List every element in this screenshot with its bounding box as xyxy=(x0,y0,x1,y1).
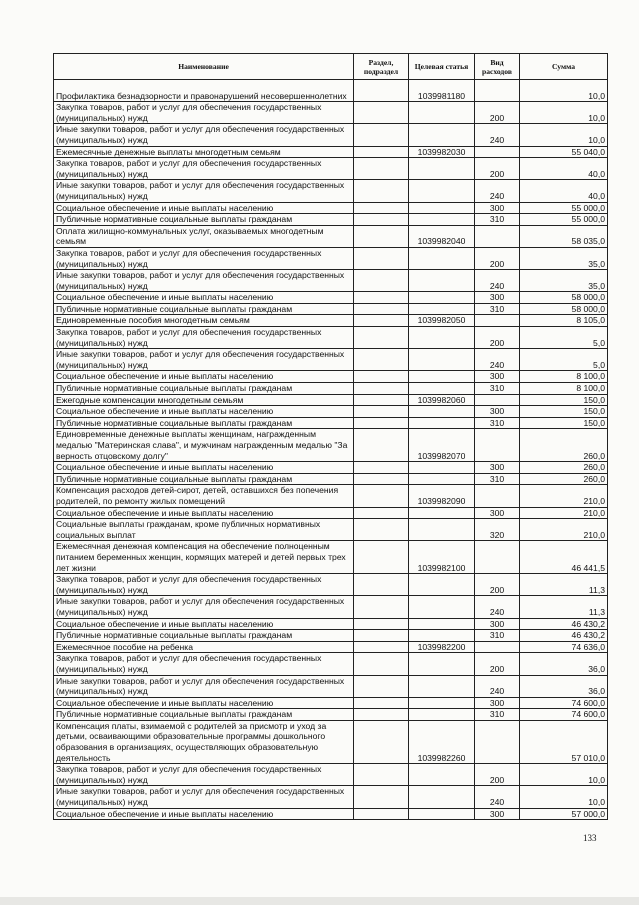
row-name-cell: Иные закупки товаров, работ и услуг для обеспечения государственных (муниципальных) нужд xyxy=(54,349,354,371)
row-expense-type-cell: 240 xyxy=(475,675,520,697)
row-expense-type-cell: 300 xyxy=(475,292,520,304)
table-row xyxy=(54,618,608,630)
row-amount-cell: 10,0 xyxy=(520,786,608,808)
row-target-cell xyxy=(409,507,475,519)
row-expense-type-cell: 310 xyxy=(475,303,520,315)
row-target-cell xyxy=(409,697,475,709)
row-amount-cell: 55 000,0 xyxy=(520,202,608,214)
row-expense-type-cell: 200 xyxy=(475,764,520,786)
header-section: Раздел, подраздел xyxy=(354,54,409,80)
table-row xyxy=(54,406,608,418)
row-amount-cell: 260,0 xyxy=(520,429,608,462)
row-section-cell xyxy=(354,630,409,642)
row-expense-type-cell: 200 xyxy=(475,574,520,596)
row-name-cell: Ежемесячное пособие на ребенка xyxy=(54,641,354,653)
row-amount-cell: 57 000,0 xyxy=(520,808,608,820)
row-name-cell: Ежемесячные денежные выплаты многодетным семьям xyxy=(54,146,354,158)
row-target-cell: 1039982040 xyxy=(409,225,475,247)
row-amount-cell: 46 430,2 xyxy=(520,618,608,630)
row-section-cell xyxy=(354,327,409,349)
row-expense-type-cell: 310 xyxy=(475,214,520,226)
row-target-cell xyxy=(409,473,475,485)
table-row xyxy=(54,394,608,406)
row-expense-type-cell xyxy=(475,225,520,247)
row-name-cell: Публичные нормативные социальные выплаты гражданам xyxy=(54,303,354,315)
row-target-cell: 1039981180 xyxy=(409,80,475,102)
row-section-cell xyxy=(354,303,409,315)
row-section-cell xyxy=(354,462,409,474)
row-expense-type-cell xyxy=(475,485,520,507)
table-row xyxy=(54,303,608,315)
row-section-cell xyxy=(354,808,409,820)
row-expense-type-cell: 310 xyxy=(475,630,520,642)
table-row xyxy=(54,180,608,202)
row-target-cell xyxy=(409,709,475,721)
row-target-cell: 1039982060 xyxy=(409,394,475,406)
table-row xyxy=(54,429,608,462)
row-amount-cell: 8 105,0 xyxy=(520,315,608,327)
table-row xyxy=(54,80,608,102)
row-section-cell xyxy=(354,574,409,596)
row-amount-cell: 210,0 xyxy=(520,519,608,541)
table-row xyxy=(54,462,608,474)
row-amount-cell: 36,0 xyxy=(520,653,608,675)
row-expense-type-cell xyxy=(475,394,520,406)
row-expense-type-cell xyxy=(475,641,520,653)
row-section-cell xyxy=(354,675,409,697)
row-amount-cell: 260,0 xyxy=(520,473,608,485)
table-row xyxy=(54,214,608,226)
row-expense-type-cell: 200 xyxy=(475,327,520,349)
row-name-cell: Закупка товаров, работ и услуг для обеспечения государственных (муниципальных) нужд xyxy=(54,158,354,180)
row-target-cell xyxy=(409,574,475,596)
row-amount-cell: 46 441,5 xyxy=(520,541,608,574)
table-row xyxy=(54,349,608,371)
row-section-cell xyxy=(354,349,409,371)
table-row xyxy=(54,709,608,721)
row-target-cell xyxy=(409,596,475,618)
row-target-cell: 1039982090 xyxy=(409,485,475,507)
row-expense-type-cell: 300 xyxy=(475,618,520,630)
row-section-cell xyxy=(354,485,409,507)
row-name-cell: Ежегодные компенсации многодетным семьям xyxy=(54,394,354,406)
row-expense-type-cell: 300 xyxy=(475,507,520,519)
row-section-cell xyxy=(354,202,409,214)
row-expense-type-cell xyxy=(475,80,520,102)
row-target-cell xyxy=(409,327,475,349)
row-target-cell xyxy=(409,618,475,630)
row-section-cell xyxy=(354,371,409,383)
row-section-cell xyxy=(354,292,409,304)
row-expense-type-cell: 310 xyxy=(475,383,520,395)
row-section-cell xyxy=(354,80,409,102)
table-row xyxy=(54,473,608,485)
row-amount-cell: 260,0 xyxy=(520,462,608,474)
row-section-cell xyxy=(354,519,409,541)
row-amount-cell: 8 100,0 xyxy=(520,371,608,383)
row-name-cell: Иные закупки товаров, работ и услуг для обеспечения государственных (муниципальных) нужд xyxy=(54,180,354,202)
row-expense-type-cell: 240 xyxy=(475,180,520,202)
row-expense-type-cell: 310 xyxy=(475,709,520,721)
row-target-cell xyxy=(409,158,475,180)
table-row xyxy=(54,675,608,697)
row-target-cell xyxy=(409,675,475,697)
row-amount-cell: 10,0 xyxy=(520,80,608,102)
row-target-cell xyxy=(409,406,475,418)
row-expense-type-cell: 200 xyxy=(475,102,520,124)
row-name-cell: Социальное обеспечение и иные выплаты населению xyxy=(54,292,354,304)
row-name-cell: Публичные нормативные социальные выплаты гражданам xyxy=(54,709,354,721)
row-target-cell xyxy=(409,247,475,269)
row-section-cell xyxy=(354,383,409,395)
table-row xyxy=(54,507,608,519)
row-amount-cell: 150,0 xyxy=(520,394,608,406)
row-name-cell: Публичные нормативные социальные выплаты гражданам xyxy=(54,630,354,642)
row-name-cell: Социальное обеспечение и иные выплаты населению xyxy=(54,462,354,474)
row-target-cell xyxy=(409,303,475,315)
row-name-cell: Закупка товаров, работ и услуг для обеспечения государственных (муниципальных) нужд xyxy=(54,247,354,269)
table-row xyxy=(54,574,608,596)
table-row xyxy=(54,124,608,146)
row-section-cell xyxy=(354,720,409,763)
row-name-cell: Иные закупки товаров, работ и услуг для обеспечения государственных (муниципальных) нужд xyxy=(54,596,354,618)
table-row xyxy=(54,225,608,247)
row-target-cell: 1039982070 xyxy=(409,429,475,462)
row-name-cell: Компенсация расходов детей-сирот, детей, оставшихся без попечения родителей, по ремонту жилых помещений xyxy=(54,485,354,507)
row-name-cell: Публичные нормативные социальные выплаты гражданам xyxy=(54,473,354,485)
row-section-cell xyxy=(354,158,409,180)
row-name-cell: Единовременные пособия многодетным семьям xyxy=(54,315,354,327)
row-section-cell xyxy=(354,697,409,709)
row-expense-type-cell xyxy=(475,720,520,763)
row-expense-type-cell: 240 xyxy=(475,270,520,292)
row-expense-type-cell: 200 xyxy=(475,158,520,180)
header-amount: Сумма xyxy=(520,54,608,80)
page-number: 133 xyxy=(583,833,597,843)
row-target-cell xyxy=(409,180,475,202)
row-section-cell xyxy=(354,764,409,786)
row-expense-type-cell: 200 xyxy=(475,653,520,675)
row-expense-type-cell: 300 xyxy=(475,406,520,418)
row-section-cell xyxy=(354,406,409,418)
row-section-cell xyxy=(354,180,409,202)
row-expense-type-cell: 240 xyxy=(475,596,520,618)
row-section-cell xyxy=(354,270,409,292)
row-expense-type-cell: 200 xyxy=(475,247,520,269)
table-row xyxy=(54,102,608,124)
row-section-cell xyxy=(354,786,409,808)
row-section-cell xyxy=(354,507,409,519)
row-name-cell: Иные закупки товаров, работ и услуг для обеспечения государственных (муниципальных) нужд xyxy=(54,124,354,146)
row-amount-cell: 210,0 xyxy=(520,485,608,507)
table-row xyxy=(54,292,608,304)
row-section-cell xyxy=(354,225,409,247)
row-section-cell xyxy=(354,214,409,226)
row-name-cell: Закупка товаров, работ и услуг для обеспечения государственных (муниципальных) нужд xyxy=(54,574,354,596)
row-amount-cell: 55 000,0 xyxy=(520,214,608,226)
row-name-cell: Социальное обеспечение и иные выплаты населению xyxy=(54,507,354,519)
row-amount-cell: 74 636,0 xyxy=(520,641,608,653)
row-name-cell: Публичные нормативные социальные выплаты гражданам xyxy=(54,383,354,395)
row-target-cell xyxy=(409,786,475,808)
row-target-cell xyxy=(409,270,475,292)
row-section-cell xyxy=(354,473,409,485)
row-target-cell: 1039982260 xyxy=(409,720,475,763)
row-target-cell xyxy=(409,519,475,541)
row-section-cell xyxy=(354,146,409,158)
row-expense-type-cell: 320 xyxy=(475,519,520,541)
row-target-cell xyxy=(409,102,475,124)
row-amount-cell: 5,0 xyxy=(520,327,608,349)
row-target-cell xyxy=(409,653,475,675)
row-section-cell xyxy=(354,102,409,124)
table-row xyxy=(54,270,608,292)
row-expense-type-cell xyxy=(475,315,520,327)
row-amount-cell: 74 600,0 xyxy=(520,709,608,721)
row-target-cell: 1039982100 xyxy=(409,541,475,574)
row-amount-cell: 10,0 xyxy=(520,124,608,146)
table-row xyxy=(54,417,608,429)
row-amount-cell: 55 040,0 xyxy=(520,146,608,158)
row-section-cell xyxy=(354,641,409,653)
row-target-cell xyxy=(409,124,475,146)
table-row xyxy=(54,653,608,675)
row-name-cell: Социальные выплаты гражданам, кроме публичных нормативных социальных выплат xyxy=(54,519,354,541)
header-expense-type: Вид расходов xyxy=(475,54,520,80)
row-expense-type-cell xyxy=(475,146,520,158)
row-target-cell xyxy=(409,202,475,214)
row-expense-type-cell: 240 xyxy=(475,124,520,146)
row-amount-cell: 74 600,0 xyxy=(520,697,608,709)
row-name-cell: Социальное обеспечение и иные выплаты населению xyxy=(54,406,354,418)
budget-table xyxy=(53,53,608,820)
row-amount-cell: 58 000,0 xyxy=(520,303,608,315)
row-section-cell xyxy=(354,541,409,574)
table-row xyxy=(54,485,608,507)
row-name-cell: Закупка товаров, работ и услуг для обеспечения государственных (муниципальных) нужд xyxy=(54,653,354,675)
table-row xyxy=(54,764,608,786)
table-row xyxy=(54,327,608,349)
row-target-cell: 1039982050 xyxy=(409,315,475,327)
row-amount-cell: 8 100,0 xyxy=(520,383,608,395)
row-amount-cell: 46 430,2 xyxy=(520,630,608,642)
row-name-cell: Оплата жилищно-коммунальных услуг, оказываемых многодетным семьям xyxy=(54,225,354,247)
row-name-cell: Компенсация платы, взимаемой с родителей за присмотр и уход за детьми, осваивающими образовательные программы дошкольного образования в организациях, осуществляющих образовательную деятельность xyxy=(54,720,354,763)
row-name-cell: Социальное обеспечение и иные выплаты населению xyxy=(54,618,354,630)
header-name: Наименование xyxy=(54,54,354,80)
row-expense-type-cell: 300 xyxy=(475,808,520,820)
row-section-cell xyxy=(354,618,409,630)
row-name-cell: Ежемесячная денежная компенсация на обеспечение полноценным питанием беременных женщин, кормящих матерей и детей первых трех лет жизни xyxy=(54,541,354,574)
row-name-cell: Закупка товаров, работ и услуг для обеспечения государственных (муниципальных) нужд xyxy=(54,327,354,349)
row-target-cell xyxy=(409,349,475,371)
table-body xyxy=(54,80,608,820)
row-name-cell: Профилактика безнадзорности и правонарушений несовершеннолетних xyxy=(54,80,354,102)
table-row xyxy=(54,146,608,158)
row-section-cell xyxy=(354,247,409,269)
row-expense-type-cell: 300 xyxy=(475,697,520,709)
row-expense-type-cell: 240 xyxy=(475,786,520,808)
row-name-cell: Публичные нормативные социальные выплаты гражданам xyxy=(54,417,354,429)
table-row xyxy=(54,158,608,180)
row-amount-cell: 210,0 xyxy=(520,507,608,519)
table-row xyxy=(54,371,608,383)
table-row xyxy=(54,697,608,709)
row-target-cell: 1039982200 xyxy=(409,641,475,653)
row-target-cell xyxy=(409,292,475,304)
row-section-cell xyxy=(354,653,409,675)
row-amount-cell: 10,0 xyxy=(520,764,608,786)
row-target-cell xyxy=(409,808,475,820)
row-amount-cell: 57 010,0 xyxy=(520,720,608,763)
row-name-cell: Социальное обеспечение и иные выплаты населению xyxy=(54,371,354,383)
header-row xyxy=(54,54,608,80)
row-name-cell: Иные закупки товаров, работ и услуг для обеспечения государственных (муниципальных) нужд xyxy=(54,270,354,292)
row-name-cell: Закупка товаров, работ и услуг для обеспечения государственных (муниципальных) нужд xyxy=(54,764,354,786)
row-expense-type-cell: 240 xyxy=(475,349,520,371)
row-section-cell xyxy=(354,315,409,327)
table-row xyxy=(54,786,608,808)
row-expense-type-cell: 310 xyxy=(475,417,520,429)
table-row xyxy=(54,596,608,618)
row-expense-type-cell xyxy=(475,429,520,462)
table-row xyxy=(54,808,608,820)
row-section-cell xyxy=(354,709,409,721)
row-section-cell xyxy=(354,596,409,618)
header-target: Целевая статья xyxy=(409,54,475,80)
row-expense-type-cell: 310 xyxy=(475,473,520,485)
table-row xyxy=(54,202,608,214)
row-target-cell xyxy=(409,462,475,474)
table-row xyxy=(54,541,608,574)
table-row xyxy=(54,519,608,541)
row-name-cell: Социальное обеспечение и иные выплаты населению xyxy=(54,808,354,820)
row-target-cell xyxy=(409,764,475,786)
table-row xyxy=(54,383,608,395)
row-name-cell: Социальное обеспечение и иные выплаты населению xyxy=(54,202,354,214)
row-section-cell xyxy=(354,429,409,462)
row-amount-cell: 40,0 xyxy=(520,158,608,180)
row-name-cell: Иные закупки товаров, работ и услуг для обеспечения государственных (муниципальных) нужд xyxy=(54,675,354,697)
row-expense-type-cell xyxy=(475,541,520,574)
row-amount-cell: 58 000,0 xyxy=(520,292,608,304)
row-name-cell: Единовременные денежные выплаты женщинам, награжденным медалью "Материнская слава", и мужчинам награжденным медалью "За верность отцовскому долгу" xyxy=(54,429,354,462)
table-row xyxy=(54,315,608,327)
table-header xyxy=(54,54,608,80)
row-name-cell: Социальное обеспечение и иные выплаты населению xyxy=(54,697,354,709)
row-amount-cell: 35,0 xyxy=(520,247,608,269)
table-row xyxy=(54,641,608,653)
row-amount-cell: 5,0 xyxy=(520,349,608,371)
row-section-cell xyxy=(354,417,409,429)
row-amount-cell: 11,3 xyxy=(520,574,608,596)
row-section-cell xyxy=(354,124,409,146)
row-amount-cell: 36,0 xyxy=(520,675,608,697)
table-row xyxy=(54,247,608,269)
row-amount-cell: 35,0 xyxy=(520,270,608,292)
row-target-cell xyxy=(409,417,475,429)
row-name-cell: Публичные нормативные социальные выплаты гражданам xyxy=(54,214,354,226)
row-target-cell xyxy=(409,383,475,395)
row-target-cell: 1039982030 xyxy=(409,146,475,158)
row-target-cell xyxy=(409,630,475,642)
row-amount-cell: 40,0 xyxy=(520,180,608,202)
row-name-cell: Закупка товаров, работ и услуг для обеспечения государственных (муниципальных) нужд xyxy=(54,102,354,124)
row-amount-cell: 58 035,0 xyxy=(520,225,608,247)
row-amount-cell: 150,0 xyxy=(520,417,608,429)
row-name-cell: Иные закупки товаров, работ и услуг для обеспечения государственных (муниципальных) нужд xyxy=(54,786,354,808)
row-expense-type-cell: 300 xyxy=(475,462,520,474)
table-row xyxy=(54,630,608,642)
row-amount-cell: 11,3 xyxy=(520,596,608,618)
row-expense-type-cell: 300 xyxy=(475,371,520,383)
row-section-cell xyxy=(354,394,409,406)
row-amount-cell: 150,0 xyxy=(520,406,608,418)
row-target-cell xyxy=(409,371,475,383)
row-target-cell xyxy=(409,214,475,226)
table-row xyxy=(54,720,608,763)
row-amount-cell: 10,0 xyxy=(520,102,608,124)
row-expense-type-cell: 300 xyxy=(475,202,520,214)
